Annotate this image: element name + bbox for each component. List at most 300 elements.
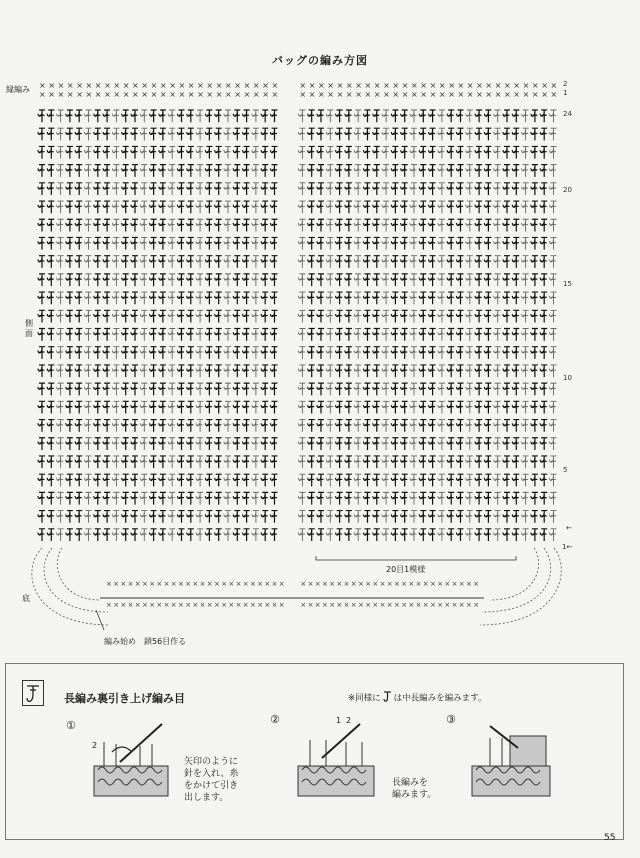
stitch-symbol: [540, 128, 547, 140]
stitch-symbol: [531, 383, 538, 395]
stitch-symbol: [94, 146, 101, 158]
stitch-symbol: [187, 347, 194, 359]
stitch-symbol: [150, 201, 157, 213]
bottom-stitch-mark: ×: [163, 580, 170, 588]
stitch-symbol: [140, 401, 147, 413]
stitch-symbol: [168, 110, 175, 122]
stitch-symbol: [475, 274, 482, 286]
edge-stitch-mark: ×: [513, 81, 521, 90]
stitch-symbol: [47, 456, 54, 468]
stitch-symbol: [196, 256, 203, 268]
stitch-symbol: [345, 365, 352, 377]
stitch-symbol: [503, 492, 510, 504]
stitch-symbol: [298, 237, 305, 249]
stitch-symbol: [57, 438, 64, 450]
stitch-symbol: [317, 274, 324, 286]
stitch-symbol: [271, 237, 278, 249]
bottom-stitch-mark: ×: [264, 601, 271, 609]
stitch-symbol: [512, 474, 519, 486]
repeat-bracket: [316, 556, 516, 560]
stitch-symbol: [336, 492, 343, 504]
stitch-symbol: [401, 511, 408, 523]
stitch-symbol: [308, 401, 315, 413]
stitch-symbol: [159, 329, 166, 341]
stitch-symbol: [336, 110, 343, 122]
stitch-symbol: [457, 274, 464, 286]
edge-stitch-mark: ×: [485, 90, 493, 99]
stitch-symbol: [373, 219, 380, 231]
stitch-symbol: [298, 110, 305, 122]
edge-stitch-mark: ×: [215, 81, 223, 90]
stitch-symbol: [373, 146, 380, 158]
stitch-symbol: [512, 201, 519, 213]
stitch-symbol: [308, 128, 315, 140]
step-2-arrow-label-1: 1: [336, 716, 342, 725]
edge-stitch-mark: ×: [159, 90, 167, 99]
bottom-stitch-mark: ×: [242, 580, 249, 588]
stitch-symbol: [112, 274, 119, 286]
stitch-symbol: [308, 456, 315, 468]
stitch-symbol: [187, 219, 194, 231]
stitch-symbol: [484, 128, 491, 140]
bottom-stitch-mark: ×: [300, 580, 307, 588]
edge-stitch-mark: ×: [420, 90, 428, 99]
stitch-symbol: [159, 310, 166, 322]
stitch-symbol: [75, 511, 82, 523]
stitch-symbol: [382, 292, 389, 304]
stitch-symbol: [308, 329, 315, 341]
stitch-symbol: [47, 401, 54, 413]
bottom-stitch-mark: ×: [372, 580, 379, 588]
stitch-symbol: [298, 256, 305, 268]
stitch-symbol: [457, 347, 464, 359]
edge-stitch-mark: ×: [48, 81, 56, 90]
stitch-symbol: [410, 474, 417, 486]
stitch-symbol: [187, 456, 194, 468]
stitch-symbol: [243, 146, 250, 158]
stitch-symbol: [224, 383, 231, 395]
stitch-symbol: [419, 456, 426, 468]
stitch-symbol: [261, 347, 268, 359]
bottom-stitch-mark: ×: [113, 601, 120, 609]
stitch-symbol: [131, 201, 138, 213]
edge-stitch-mark: ×: [299, 81, 307, 90]
stitch-symbol: [475, 347, 482, 359]
stitch-symbol: [205, 183, 212, 195]
legend-title: 長編み裏引き上げ編み目: [64, 692, 185, 705]
stitch-symbol: [66, 347, 73, 359]
stitch-symbol: [140, 165, 147, 177]
stitch-symbol: [122, 365, 129, 377]
stitch-symbol: [494, 365, 501, 377]
stitch-symbol: [38, 201, 45, 213]
stitch-symbol: [345, 183, 352, 195]
stitch-symbol: [345, 256, 352, 268]
stitch-symbol: [94, 128, 101, 140]
stitch-symbol: [122, 511, 129, 523]
stitch-symbol: [57, 110, 64, 122]
stitch-symbol: [150, 329, 157, 341]
stitch-symbol: [364, 420, 371, 432]
stitch-symbol: [457, 438, 464, 450]
stitch-symbol: [447, 146, 454, 158]
edge-stitch-mark: ×: [262, 81, 269, 90]
stitch-symbol: [131, 347, 138, 359]
stitch-symbol: [140, 438, 147, 450]
stitch-symbol: [94, 274, 101, 286]
stitch-symbol: [410, 401, 417, 413]
bottom-stitch-mark: ×: [314, 580, 321, 588]
stitch-symbol: [168, 347, 175, 359]
stitch-symbol: [66, 420, 73, 432]
stitch-symbol: [243, 183, 250, 195]
stitch-symbol: [150, 365, 157, 377]
stitch-symbol: [484, 292, 491, 304]
edge-stitch-mark: ×: [132, 90, 139, 99]
stitch-symbol: [494, 201, 501, 213]
stitch-symbol: [429, 110, 436, 122]
stitch-symbol: [150, 165, 157, 177]
bottom-stitch-mark: ×: [156, 601, 163, 609]
step-2-text: 長編みを 編みます。: [392, 778, 437, 800]
stitch-symbol: [419, 292, 426, 304]
bottom-stitch-mark: ×: [322, 580, 328, 588]
bottom-stitch-mark: ×: [250, 580, 256, 588]
stitch-symbol: [122, 146, 129, 158]
edge-stitch-mark: ×: [504, 90, 511, 99]
stitch-symbol: [131, 292, 138, 304]
stitch-symbol: [429, 128, 436, 140]
stitch-symbol: [326, 511, 333, 523]
stitch-symbol: [298, 474, 305, 486]
stitch-symbol: [243, 456, 250, 468]
stitch-symbol: [159, 401, 166, 413]
stitch-symbol: [112, 329, 119, 341]
stitch-symbol: [484, 365, 491, 377]
stitch-symbol: [150, 438, 157, 450]
stitch-symbol: [47, 201, 54, 213]
stitch-symbol: [252, 274, 259, 286]
stitch-symbol: [512, 256, 519, 268]
stitch-symbol: [540, 292, 547, 304]
stitch-symbol: [131, 329, 138, 341]
stitch-symbol: [401, 456, 408, 468]
stitch-symbol: [205, 329, 212, 341]
stitch-symbol: [419, 474, 426, 486]
stitch-symbol: [438, 347, 445, 359]
back-post-stitch-symbol-icon: [22, 680, 44, 706]
stitch-symbol: [47, 183, 54, 195]
stitch-symbol: [475, 365, 482, 377]
edge-stitch-mark: ×: [318, 90, 325, 99]
stitch-symbol: [410, 456, 417, 468]
bottom-stitch-mark: ×: [437, 580, 444, 588]
stitch-symbol: [66, 401, 73, 413]
stitch-symbol: [131, 237, 138, 249]
edge-stitch-mark: ×: [299, 90, 307, 99]
stitch-symbol: [233, 274, 240, 286]
bottom-stitch-mark: ×: [206, 601, 213, 609]
stitch-symbol: [484, 474, 491, 486]
legend-note-suffix: は中長編みを編みます。: [393, 693, 487, 704]
bottom-stitch-mark: ×: [408, 580, 415, 588]
edge-stitch-mark: ×: [113, 90, 121, 99]
stitch-symbol: [345, 219, 352, 231]
stitch-symbol: [391, 183, 398, 195]
stitch-symbol: [47, 310, 54, 322]
bottom-stitch-mark: ×: [199, 580, 206, 588]
stitch-symbol: [168, 237, 175, 249]
stitch-symbol: [66, 237, 73, 249]
stitch-symbol: [317, 310, 324, 322]
stitch-symbol: [38, 292, 45, 304]
bottom-stitch-mark: ×: [430, 580, 436, 588]
stitch-symbol: [429, 292, 436, 304]
stitch-symbol: [187, 256, 194, 268]
stitch-symbol: [475, 420, 482, 432]
bottom-stitch-mark: ×: [149, 580, 156, 588]
stitch-symbol: [494, 128, 501, 140]
stitch-symbol: [131, 165, 138, 177]
stitch-symbol: [168, 401, 175, 413]
bottom-stitch-mark: ×: [170, 580, 177, 588]
stitch-symbol: [522, 201, 529, 213]
stitch-symbol: [438, 529, 445, 541]
stitch-symbol: [438, 201, 445, 213]
stitch-symbol: [261, 201, 268, 213]
stitch-symbol: [150, 146, 157, 158]
stitch-symbol: [531, 256, 538, 268]
bottom-stitch-mark: ×: [401, 580, 408, 588]
stitch-symbol: [215, 165, 222, 177]
bottom-stitch-mark: ×: [170, 601, 177, 609]
stitch-symbol: [391, 383, 398, 395]
stitch-symbol: [345, 456, 352, 468]
stitch-symbol: [419, 146, 426, 158]
edge-stitch-mark: ×: [66, 81, 74, 90]
stitch-symbol: [233, 310, 240, 322]
edge-stitch-mark: ×: [355, 81, 362, 90]
stitch-symbol: [512, 183, 519, 195]
stitch-symbol: [475, 110, 482, 122]
stitch-symbol: [308, 383, 315, 395]
stitch-symbol: [419, 511, 426, 523]
stitch-symbol: [438, 292, 445, 304]
stitch-symbol: [252, 456, 259, 468]
stitch-symbol: [494, 219, 501, 231]
stitch-symbol: [466, 219, 473, 231]
stitch-symbol: [57, 183, 64, 195]
stitch-symbol: [271, 183, 278, 195]
edge-stitch-mark: ×: [234, 81, 242, 90]
stitch-symbol: [140, 310, 147, 322]
stitch-symbol: [336, 237, 343, 249]
stitch-symbol: [494, 165, 501, 177]
stitch-symbol: [382, 383, 389, 395]
stitch-symbol: [550, 146, 557, 158]
stitch-symbol: [187, 438, 194, 450]
stitch-symbol: [438, 237, 445, 249]
stitch-symbol: [205, 383, 212, 395]
stitch-symbol: [168, 146, 175, 158]
stitch-symbol: [540, 110, 547, 122]
stitch-symbol: [354, 146, 361, 158]
stitch-symbol: [122, 274, 129, 286]
edge-stitch-mark: ×: [401, 90, 409, 99]
stitch-symbol: [131, 529, 138, 541]
stitch-symbol: [484, 165, 491, 177]
stitch-symbol: [252, 110, 259, 122]
row-number-20: 20: [563, 186, 572, 194]
stitch-symbol: [57, 347, 64, 359]
edge-stitch-mark: ×: [225, 81, 232, 90]
stitch-symbol: [140, 365, 147, 377]
stitch-symbol: [354, 511, 361, 523]
bottom-stitch-mark: ×: [127, 580, 134, 588]
bottom-stitch-mark: ×: [422, 601, 429, 609]
stitch-symbol: [317, 146, 324, 158]
stitch-symbol: [94, 383, 101, 395]
stitch-symbol: [354, 347, 361, 359]
stitch-symbol: [419, 256, 426, 268]
stitch-symbol: [336, 347, 343, 359]
bottom-stitch-mark: ×: [329, 601, 336, 609]
stitch-symbol: [205, 201, 212, 213]
stitch-symbol: [503, 274, 510, 286]
stitch-symbol: [75, 329, 82, 341]
stitch-symbol: [168, 529, 175, 541]
stitch-symbol: [391, 438, 398, 450]
stitch-symbol: [215, 310, 222, 322]
stitch-symbol: [522, 420, 529, 432]
stitch-symbol: [494, 456, 501, 468]
stitch-symbol: [196, 183, 203, 195]
stitch-symbol: [178, 201, 185, 213]
stitch-symbol: [438, 274, 445, 286]
stitch-symbol: [354, 274, 361, 286]
stitch-symbol: [410, 292, 417, 304]
stitch-symbol: [531, 183, 538, 195]
stitch-symbol: [178, 511, 185, 523]
bottom-stitch-mark: ×: [336, 601, 343, 609]
stitch-symbol: [271, 329, 278, 341]
stitch-symbol: [122, 256, 129, 268]
stitch-symbol: [354, 420, 361, 432]
bottom-stitch-mark: ×: [365, 601, 372, 609]
stitch-symbol: [150, 456, 157, 468]
stitch-symbol: [540, 474, 547, 486]
stitch-symbol: [410, 274, 417, 286]
stitch-symbol: [131, 456, 138, 468]
stitch-symbol: [122, 201, 129, 213]
stitch-symbol: [419, 310, 426, 322]
stitch-symbol: [364, 365, 371, 377]
edge-stitch-mark: ×: [327, 90, 335, 99]
stitch-symbol: [522, 165, 529, 177]
stitch-symbol: [150, 292, 157, 304]
stitch-symbol: [196, 529, 203, 541]
stitch-symbol: [345, 165, 352, 177]
stitch-symbol: [243, 274, 250, 286]
stitch-symbol: [150, 347, 157, 359]
stitch-symbol: [373, 201, 380, 213]
stitch-symbol: [243, 256, 250, 268]
stitch-symbol: [391, 256, 398, 268]
stitch-symbol: [308, 183, 315, 195]
stitch-symbol: [429, 529, 436, 541]
stitch-symbol: [494, 110, 501, 122]
stitch-symbol: [438, 456, 445, 468]
stitch-symbol: [382, 310, 389, 322]
edge-stitch-mark: ×: [411, 81, 418, 90]
stitch-symbol: [140, 383, 147, 395]
stitch-symbol: [354, 438, 361, 450]
stitch-symbol: [522, 347, 529, 359]
stitch-symbol: [326, 183, 333, 195]
stitch-symbol: [271, 310, 278, 322]
stitch-symbol: [410, 438, 417, 450]
stitch-symbol: [345, 201, 352, 213]
stitch-symbol: [122, 310, 129, 322]
stitch-symbol: [364, 529, 371, 541]
stitch-symbol: [224, 219, 231, 231]
stitch-symbol: [373, 128, 380, 140]
stitch-symbol: [494, 329, 501, 341]
stitch-symbol: [252, 474, 259, 486]
stitch-symbol: [354, 456, 361, 468]
stitch-symbol: [531, 219, 538, 231]
stitch-symbol: [484, 401, 491, 413]
stitch-symbol: [512, 237, 519, 249]
stitch-symbol: [178, 329, 185, 341]
edge-stitch-mark: ×: [438, 81, 446, 90]
stitch-symbol: [66, 274, 73, 286]
stitch-symbol: [391, 128, 398, 140]
stitch-symbol: [373, 401, 380, 413]
stitch-symbol: [243, 329, 250, 341]
stitch-symbol: [215, 383, 222, 395]
stitch-symbol: [447, 201, 454, 213]
stitch-symbol: [540, 310, 547, 322]
edge-stitch-mark: ×: [57, 90, 65, 99]
edge-stitch-mark: ×: [429, 90, 437, 99]
stitch-symbol: [252, 310, 259, 322]
stitch-symbol: [364, 383, 371, 395]
stitch-symbol: [494, 529, 501, 541]
stitch-symbol: [298, 438, 305, 450]
stitch-symbol: [326, 347, 333, 359]
stitch-symbol: [326, 310, 333, 322]
edge-stitch-mark: ×: [531, 90, 539, 99]
stitch-symbol: [336, 146, 343, 158]
stitch-symbol: [252, 237, 259, 249]
stitch-symbol: [298, 310, 305, 322]
stitch-symbol: [447, 237, 454, 249]
stitch-symbol: [252, 365, 259, 377]
stitch-symbol: [503, 165, 510, 177]
stitch-symbol: [298, 365, 305, 377]
stitch-symbol: [364, 474, 371, 486]
stitch-symbol: [317, 529, 324, 541]
stitch-symbol: [447, 310, 454, 322]
stitch-symbol: [512, 128, 519, 140]
stitch-symbol: [159, 474, 166, 486]
stitch-symbol: [252, 128, 259, 140]
stitch-symbol: [103, 420, 110, 432]
stitch-symbol: [131, 401, 138, 413]
stitch-symbol: [187, 474, 194, 486]
stitch-symbol: [150, 219, 157, 231]
